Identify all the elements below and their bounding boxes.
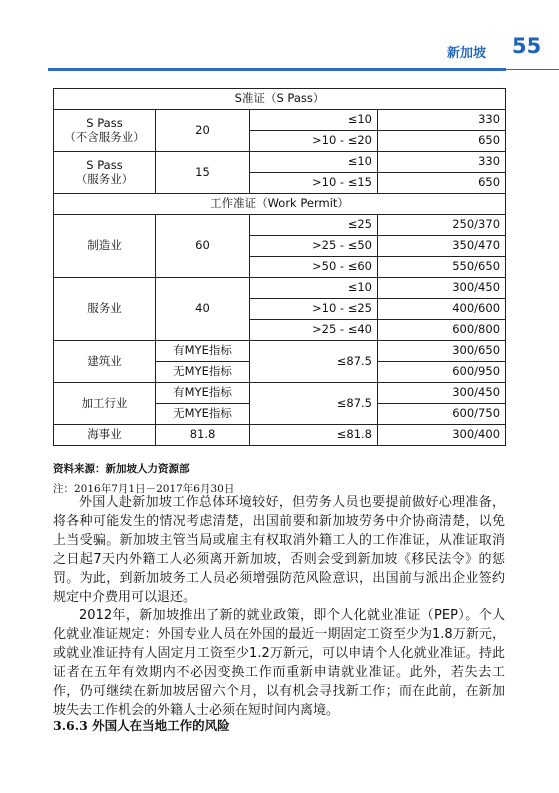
table-row [54, 152, 506, 173]
table-source: 资料来源：新加坡人力资源部 [53, 463, 190, 475]
paragraph: 外国人赴新加坡工作总体环境较好，但劳务人员也要提前做好心理准备，将各种可能发生的情况考虑清楚，出国前要和新加坡劳务中介协商清楚，以免上当受骗。新加坡主管当局或雇主有权取消外籍工人的工作准证，从准证取消之日起7天内外籍工人必须离开新加坡，否则会受到新加坡《移民法令》的惩罚。为此，到新加坡务工人员必须增强防范风险意识，出国前与派出企业签约规定中介费用可以退还。 [53, 495, 505, 605]
levy-cell: 300/450 [378, 278, 506, 299]
category-qualifier: （不含服务业） [64, 129, 145, 144]
tier-range-cell: ≤10 [250, 278, 378, 299]
table-row [54, 215, 506, 236]
tier-range-cell: >50 - ≤60 [250, 257, 378, 278]
levy-cell: 600/800 [378, 320, 506, 341]
category-qualifier: （服务业） [75, 171, 134, 186]
category-cell [54, 110, 156, 152]
header-rule [48, 68, 506, 71]
category-cell: 服务业 [54, 278, 156, 341]
table-note: 注：2016年7月1日－2017年6月30日 [53, 483, 235, 495]
tier-range-cell: ≤87.5 [250, 341, 378, 383]
table-row [54, 278, 506, 299]
page-number: 55 [512, 34, 542, 58]
quota-cell: 20 [156, 110, 250, 152]
tier-range-cell: >10 - ≤15 [250, 173, 378, 194]
category-name: S Pass [86, 115, 123, 130]
header-rule-extension [506, 69, 559, 70]
quota-cell: 40 [156, 278, 250, 341]
tier-range-cell: >25 - ≤50 [250, 236, 378, 257]
levy-cell: 400/600 [378, 299, 506, 320]
levy-cell: 330 [378, 152, 506, 173]
work-permit-section-title: 工作准证（Work Permit） [54, 194, 506, 215]
levy-cell: 250/370 [378, 215, 506, 236]
category-cell: 加工行业 [54, 383, 156, 425]
mye-cell: 有MYE指标 [156, 383, 250, 404]
table-row [54, 425, 506, 446]
levy-cell: 300/400 [378, 425, 506, 446]
levy-cell: 650 [378, 173, 506, 194]
tier-range-cell: ≤25 [250, 215, 378, 236]
levy-cell: 600/750 [378, 404, 506, 425]
category-name: S Pass [86, 157, 123, 172]
spass-section-title: S准证（S Pass） [54, 89, 506, 110]
tier-range-cell: ≤81.8 [250, 425, 378, 446]
levy-cell: 350/470 [378, 236, 506, 257]
quota-cell: 60 [156, 215, 250, 278]
category-cell: 制造业 [54, 215, 156, 278]
category-cell [54, 152, 156, 194]
tier-range-cell: >10 - ≤25 [250, 299, 378, 320]
levy-cell: 600/950 [378, 362, 506, 383]
table-row [54, 341, 506, 362]
paragraph: 2012年，新加坡推出了新的就业政策，即个人化就业准证（PEP）。个人化就业准证规定：外国专业人员在外国的最近一期固定工资至少为1.8万新元，或就业准证持有人固定月工资至少1.2万新元，可以申请个人化就业准证。持此证者在五年有效期内不必因变换工作而重新申请就业准证。此外，若失去工作，仍可继续在新加坡居留六个月，以有机会寻找新工作；而在此前，在新加坡失去工作机会的外籍人士必须在短时间内离境。 [53, 608, 505, 718]
section-heading: 3.6.3 外国人在当地工作的风险 [53, 718, 230, 733]
tier-range-cell: ≤10 [250, 110, 378, 131]
levy-cell: 330 [378, 110, 506, 131]
mye-cell: 无MYE指标 [156, 404, 250, 425]
tier-range-cell: ≤10 [250, 152, 378, 173]
category-cell: 海事业 [54, 425, 156, 446]
table-row [54, 110, 506, 131]
levy-cell: 550/650 [378, 257, 506, 278]
work-pass-levy-table [53, 88, 506, 446]
tier-range-cell: ≤87.5 [250, 383, 378, 425]
levy-cell: 300/450 [378, 383, 506, 404]
levy-cell: 300/650 [378, 341, 506, 362]
quota-cell: 81.8 [156, 425, 250, 446]
mye-cell: 有MYE指标 [156, 341, 250, 362]
tier-range-cell: >25 - ≤40 [250, 320, 378, 341]
table-row [54, 383, 506, 404]
tier-range-cell: >10 - ≤20 [250, 131, 378, 152]
body-text [53, 494, 505, 721]
spass-section-row [54, 89, 506, 110]
quota-cell: 15 [156, 152, 250, 194]
work-permit-section-row [54, 194, 506, 215]
header-country: 新加坡 [447, 46, 487, 61]
levy-cell: 650 [378, 131, 506, 152]
category-cell: 建筑业 [54, 341, 156, 383]
mye-cell: 无MYE指标 [156, 362, 250, 383]
